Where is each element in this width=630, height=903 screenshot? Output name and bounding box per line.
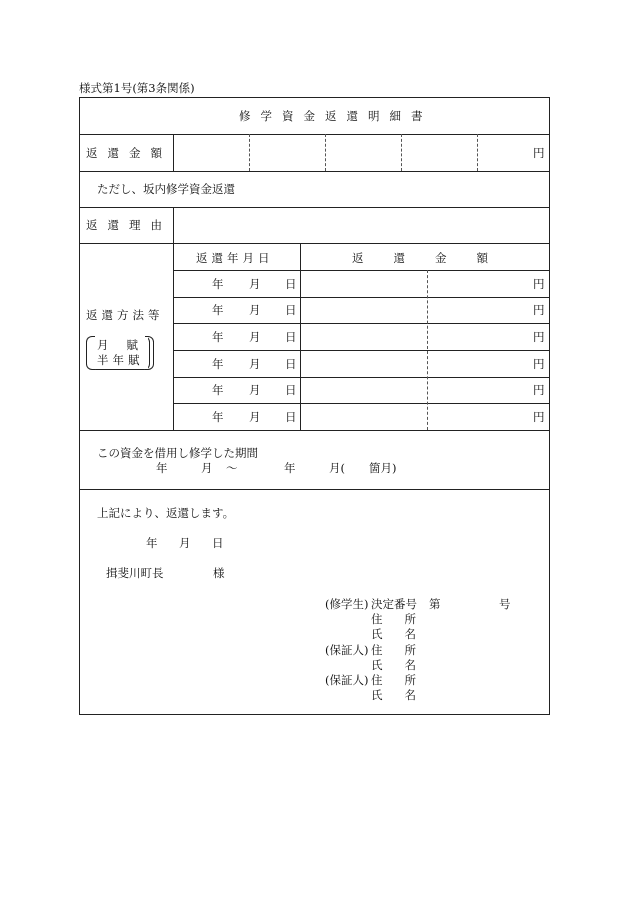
option-semiannual: 半年賦 [97, 353, 144, 367]
decision-go: 号 [499, 597, 511, 611]
schedule-header-date: 返還年月日 [196, 251, 274, 265]
guarantor1-address-label: 住所 [371, 643, 438, 657]
guarantor-tag-1: (保証人) [325, 643, 369, 657]
closing-month: 月 [179, 536, 191, 550]
addressee: 揖斐川町長 [106, 566, 164, 580]
form-title: 修学資金返還明細書 [239, 109, 433, 123]
proviso-text: ただし、坂内修学資金返還 [97, 182, 235, 196]
guarantor2-name-label: 氏名 [371, 688, 438, 702]
decision-dai: 第 [429, 597, 441, 611]
closing-day: 日 [212, 536, 224, 550]
amount-label: 返還金額 [86, 146, 172, 160]
student-tag: (修学生) [325, 597, 369, 611]
closing-year: 年 [146, 536, 158, 550]
reason-label: 返還理由 [86, 218, 172, 232]
period-year-start: 年 [156, 461, 168, 475]
period-label: この資金を借用し修学した期間 [97, 446, 258, 460]
period-month-end: 月( [329, 461, 345, 475]
option-monthly: 月賦 [97, 338, 156, 352]
method-label: 返還方法等 [86, 308, 164, 322]
schedule-header-amount: 返還金額 [352, 251, 518, 265]
student-address-label: 住所 [371, 612, 438, 626]
closing-statement: 上記により、返還します。 [97, 506, 235, 520]
guarantor2-address-label: 住所 [371, 673, 438, 687]
guarantor-tag-2: (保証人) [325, 673, 369, 687]
guarantor1-name-label: 氏名 [371, 658, 438, 672]
period-tilde: 〜 [226, 461, 238, 475]
period-month-start: 月 [201, 461, 213, 475]
period-months: 箇月) [369, 461, 397, 475]
student-name-label: 氏名 [371, 627, 438, 641]
honorific: 様 [213, 566, 225, 580]
period-year-end: 年 [284, 461, 296, 475]
yen-unit: 円 [533, 146, 545, 160]
form-label: 様式第1号(第3条関係) [79, 81, 195, 95]
decision-label: 決定番号 [371, 597, 417, 611]
